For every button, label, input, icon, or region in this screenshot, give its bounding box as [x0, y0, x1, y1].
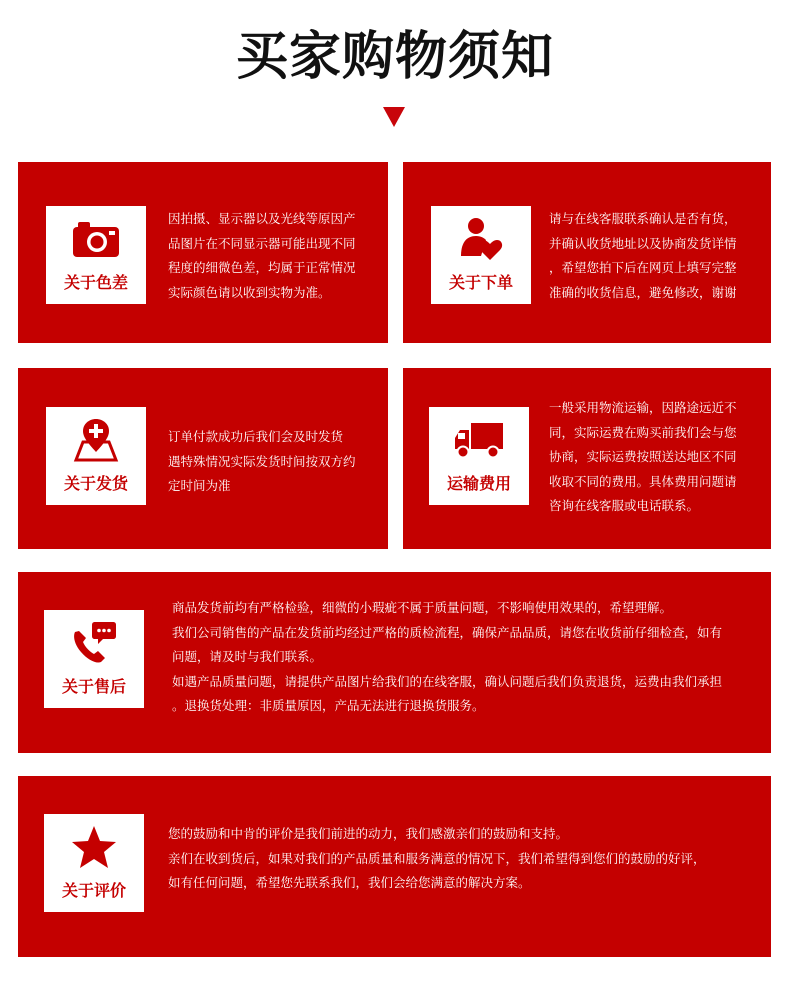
card-icon-box — [46, 206, 146, 304]
card-text-line: 同，实际运费在购买前我们会与您 — [549, 424, 737, 440]
card-text-line: 商品发货前均有严格检验，细微的小瑕疵不属于质量问题，不影响使用效果的，希望理解。 — [172, 600, 673, 615]
card-text-line: ，希望您拍下后在网页上填写完整 — [549, 260, 737, 275]
card-freight — [403, 368, 771, 549]
card-label: 关于售后 — [61, 677, 126, 696]
card-text-line: 如有任何问题，希望您先联系我们，我们会给您满意的解决方案。 — [168, 875, 531, 890]
page-title: 买家购物须知 — [235, 26, 554, 87]
card-text — [168, 207, 356, 305]
card-text — [549, 396, 737, 519]
truck-icon — [429, 417, 529, 463]
card-text-line: 如遇产品质量问题，请提供产品图片给我们的在线客服，确认问题后我们负责退货，运费由我们承担 — [172, 673, 723, 689]
star-icon — [44, 824, 144, 870]
card-text-line: 您的鼓励和中肯的评价是我们前进的动力，我们感激亲们的鼓励和支持。 — [168, 826, 569, 841]
card-label: 关于色差 — [63, 273, 128, 292]
phone-chat-icon — [44, 620, 144, 666]
card-text-line: 因拍摄、显示器以及光线等原因产 — [168, 211, 356, 226]
card-text-line: 咨询在线客服或电话联系。 — [549, 498, 700, 513]
card-text — [549, 207, 737, 305]
card-text — [172, 596, 722, 719]
user-heart-icon — [431, 216, 531, 262]
card-text — [168, 425, 356, 499]
down-arrow-icon — [383, 107, 405, 127]
card-icon-box — [44, 610, 144, 708]
card-text-line: 收取不同的费用。具体费用问题请 — [549, 473, 737, 489]
map-pin-icon — [46, 417, 146, 463]
card-text-line: 订单付款成功后我们会及时发货 — [168, 429, 344, 444]
card-after-sale — [18, 572, 771, 753]
card-text-line: 问题，请及时与我们联系。 — [172, 649, 323, 664]
card-text-line: 品图片在不同显示器可能出现不同 — [168, 235, 356, 251]
card-icon-box — [44, 814, 144, 912]
card-text-line: 定时间为准 — [168, 478, 231, 493]
camera-icon — [46, 216, 146, 262]
card-text-line: 请与在线客服联系确认是否有货， — [549, 211, 737, 226]
card-label: 关于下单 — [448, 273, 513, 292]
card-shipping — [18, 368, 388, 549]
card-label: 关于发货 — [63, 474, 128, 493]
card-text — [168, 822, 706, 896]
card-text-line: 实际颜色请以收到实物为准。 — [168, 284, 331, 300]
card-icon-box — [46, 407, 146, 505]
card-order — [403, 162, 771, 343]
card-text-line: 亲们在收到货后，如果对我们的产品质量和服务满意的情况下，我们希望得到您们的鼓励的好评， — [168, 850, 706, 866]
card-label: 关于评价 — [61, 881, 126, 900]
card-review — [18, 776, 771, 957]
card-label: 运输费用 — [446, 474, 511, 493]
card-text-line: 准确的收货信息，避免修改，谢谢 — [549, 284, 737, 300]
card-text-line: 遇特殊情况实际发货时间按双方约 — [168, 453, 356, 469]
card-text-line: 一般采用物流运输，因路途远近不 — [549, 400, 737, 415]
card-text-line: 并确认收货地址以及协商发货详情 — [549, 235, 737, 251]
card-text-line: 协商，实际运费按照送达地区不同 — [549, 449, 737, 464]
card-text-line: 程度的细微色差，均属于正常情况 — [168, 260, 356, 275]
card-icon-box — [429, 407, 529, 505]
card-icon-box — [431, 206, 531, 304]
card-text-line: 我们公司销售的产品在发货前均经过严格的质检流程，确保产品品质，请您在收货前仔细检查，如有 — [172, 624, 723, 640]
card-text-line: 。退换货处理：非质量原因，产品无法进行退换货服务。 — [172, 698, 485, 713]
card-color-difference — [18, 162, 388, 343]
